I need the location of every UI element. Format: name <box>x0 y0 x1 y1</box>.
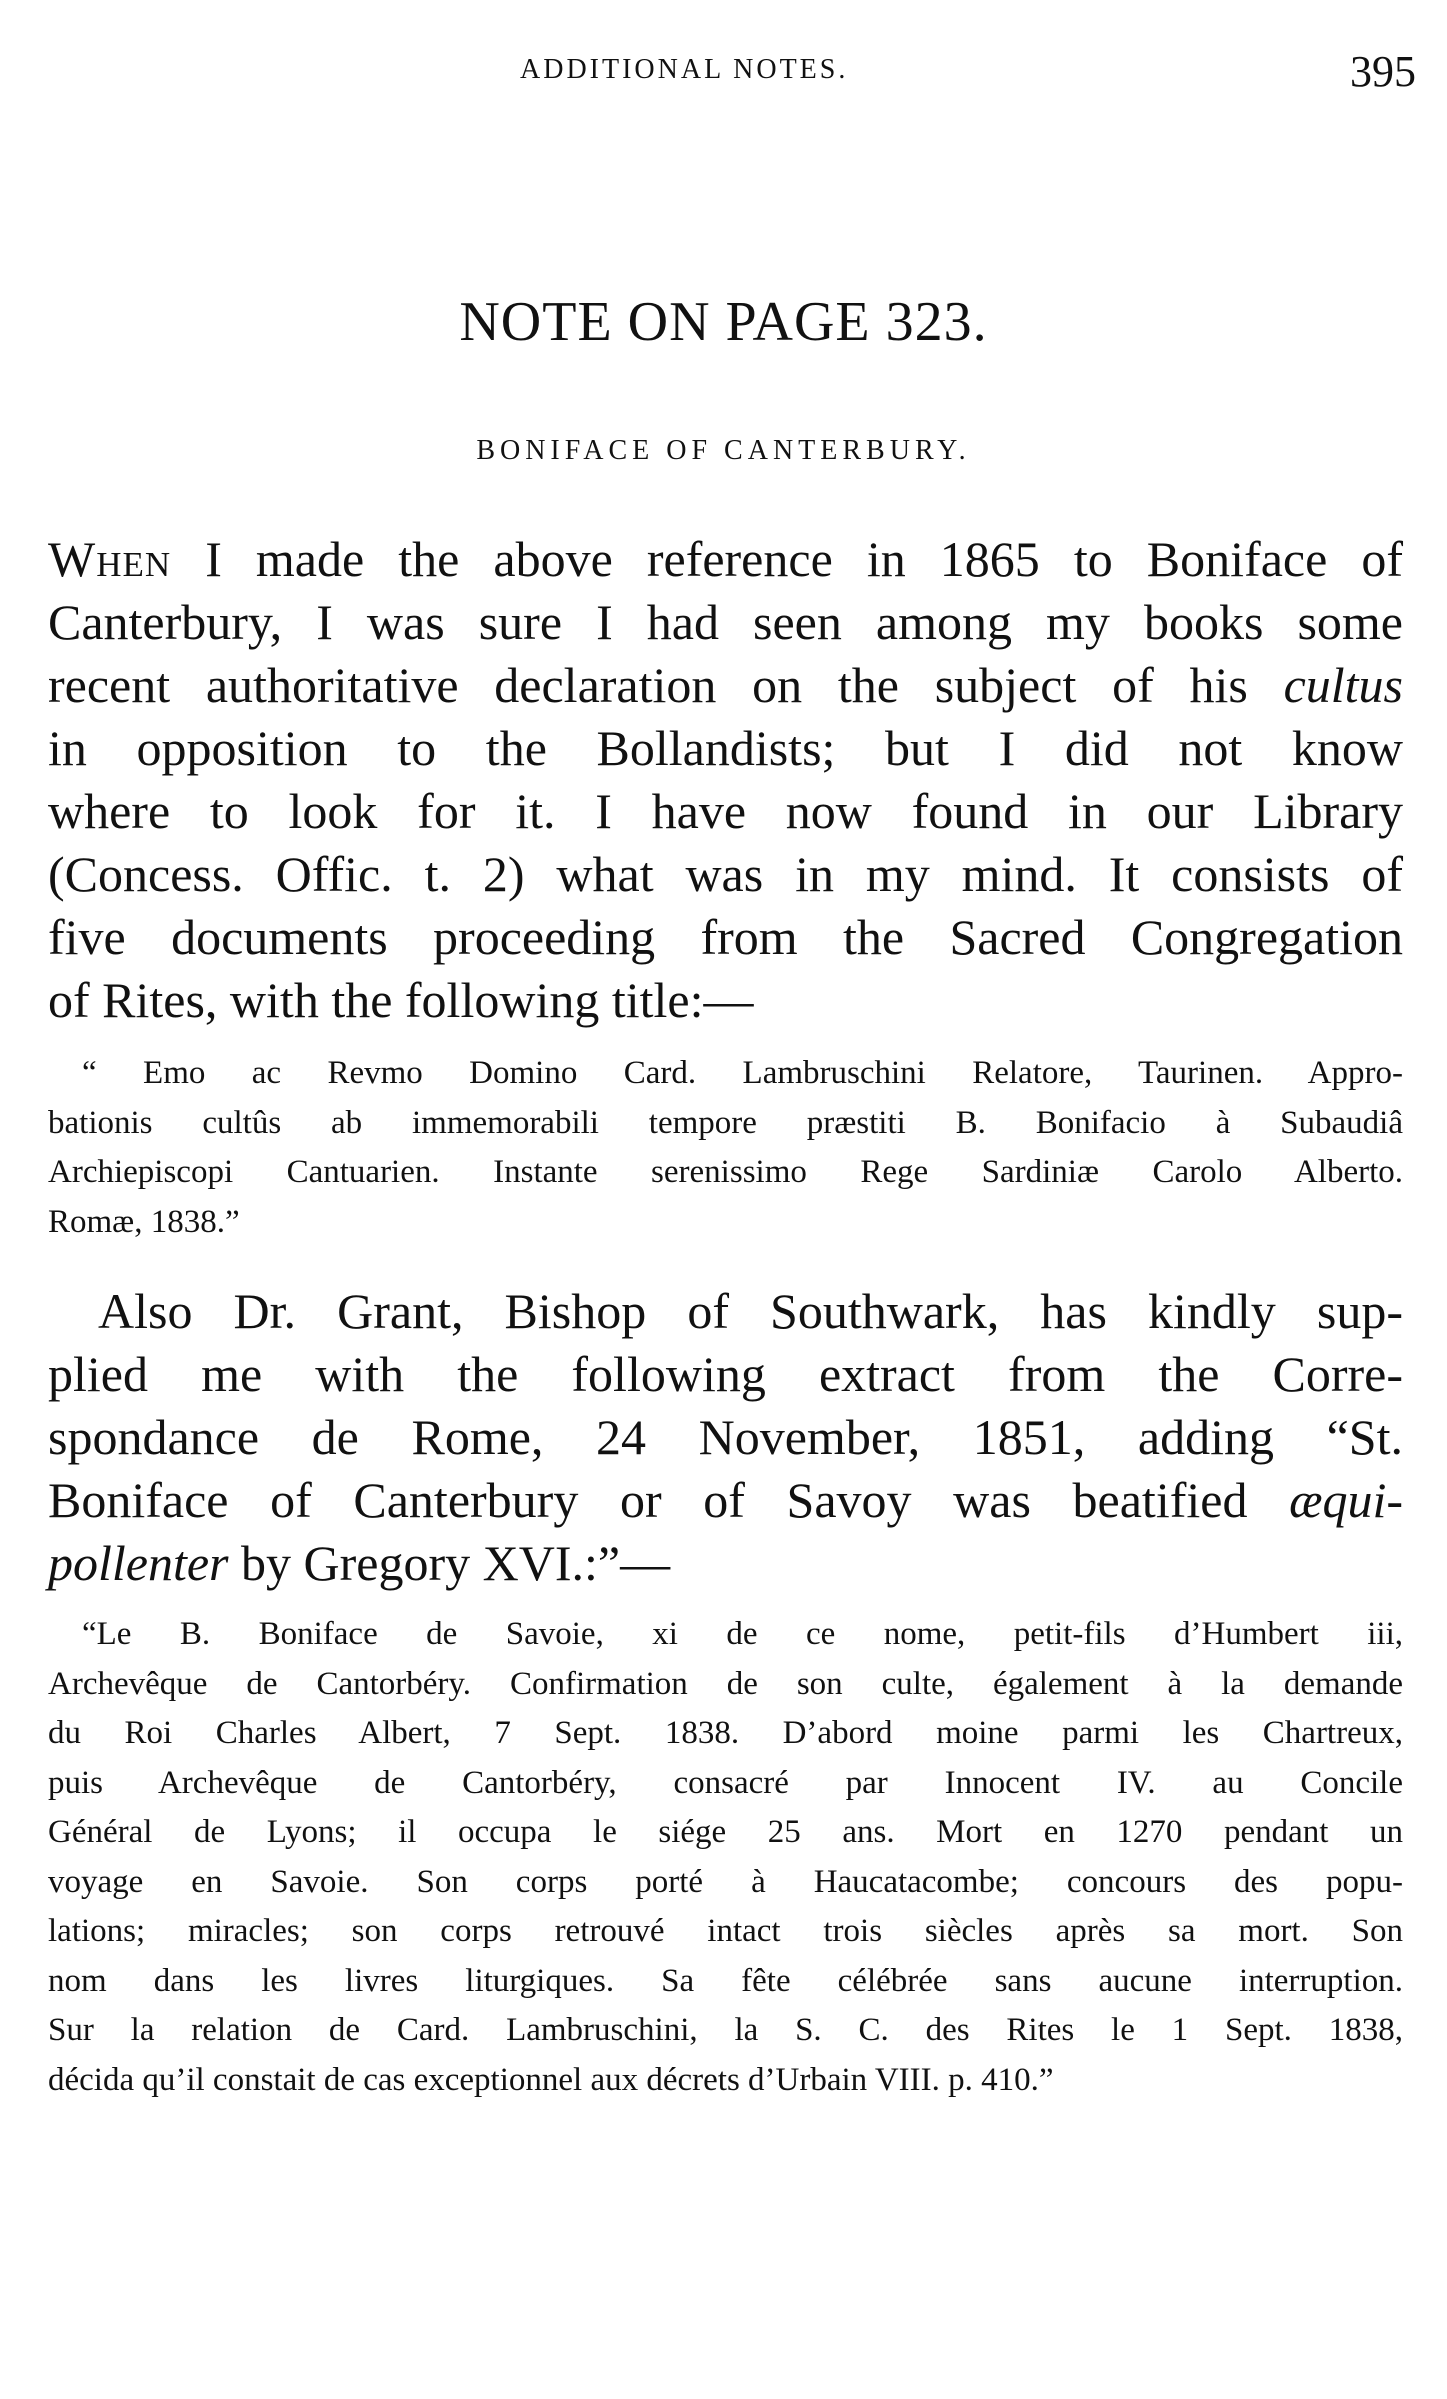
text-line: Romæ, 1838.” <box>48 1203 240 1240</box>
italic-term: pollenter <box>48 1535 229 1591</box>
text-line: voyage en Savoie. Son corps porté à Haucatacombe; concours des popu- <box>48 1863 1403 1900</box>
note-subtitle: BONIFACE OF CANTERBURY. <box>476 435 971 466</box>
running-head <box>0 46 1447 96</box>
text-line: bationis cultûs ab immemorabili tempore præstiti B. Bonifacio à Subaudiâ <box>48 1104 1403 1141</box>
text-line: Also Dr. Grant, Bishop of Southwark, has kindly sup- <box>98 1283 1403 1339</box>
text-line: nom dans les livres liturgiques. Sa fête célébrée sans aucune interruption. <box>48 1962 1403 1999</box>
text-line: du Roi Charles Albert, 7 Sept. 1838. D’abord moine parmi les Chartreux, <box>48 1715 1403 1751</box>
running-title: ADDITIONAL NOTES. <box>520 54 849 85</box>
text-line: five documents proceeding from the Sacred Congregation <box>48 909 1403 965</box>
text-line: in opposition to the Bollandists; but I did not know <box>48 720 1403 776</box>
text-line: pollenter by Gregory XVI.:”— <box>48 1535 671 1591</box>
italic-term: cultus <box>1283 657 1403 713</box>
text-line: Boniface of Canterbury or of Savoy was beatified æqui- <box>48 1472 1403 1528</box>
paragraph-grant <box>48 1280 1403 1595</box>
text-line: Archiepiscopi Cantuarien. Instante serenissimo Rege Sardiniæ Carolo Alberto. <box>48 1154 1403 1190</box>
text-line: When I made the above reference in 1865 to Boniface of <box>48 531 1403 587</box>
note-title: NOTE ON PAGE 323. <box>459 291 988 353</box>
paragraph-intro <box>48 528 1403 1032</box>
text-line: “ Emo ac Revmo Domino Card. Lambruschini Relatore, Taurinen. Appro- <box>82 1055 1403 1091</box>
text-line: where to look for it. I have now found in our Library <box>48 783 1403 839</box>
page-number: 395 <box>1350 47 1416 96</box>
italic-term: æqui- <box>1289 1472 1403 1528</box>
text-line: spondance de Rome, 24 November, 1851, adding “St. <box>48 1409 1403 1465</box>
text-line: (Concess. Offic. t. 2) what was in my mind. It consists of <box>48 846 1403 902</box>
text-line: décida qu’il constait de cas exceptionnel aux décrets d’Urbain VIII. p. 410.” <box>48 2061 1054 2098</box>
text-line: Général de Lyons; il occupa le siége 25 ans. Mort en 1270 pendant un <box>48 1814 1403 1850</box>
text-line: puis Archevêque de Cantorbéry, consacré par Innocent IV. au Concile <box>48 1764 1403 1801</box>
text-line: recent authoritative declaration on the subject of his cultus <box>48 657 1403 713</box>
text-line: lations; miracles; son corps retrouvé intact trois siècles après sa mort. Son <box>48 1913 1403 1949</box>
text-line: “Le B. Boniface de Savoie, xi de ce nome, petit-fils d’Humbert iii, <box>82 1616 1403 1652</box>
text-line: of Rites, with the following title:— <box>48 972 754 1028</box>
quotation-title <box>48 1049 1403 1247</box>
quotation-correspondance <box>48 1610 1403 2105</box>
text-line: Archevêque de Cantorbéry. Confirmation de son culte, également à la demande <box>48 1665 1403 1702</box>
text-line: Sur la relation de Card. Lambruschini, la S. C. des Rites le 1 Sept. 1838, <box>48 2012 1403 2048</box>
text-line: Canterbury, I was sure I had seen among my books some <box>48 594 1403 650</box>
text-line: plied me with the following extract from the Corre- <box>48 1346 1403 1402</box>
drop-word: When <box>48 531 172 587</box>
